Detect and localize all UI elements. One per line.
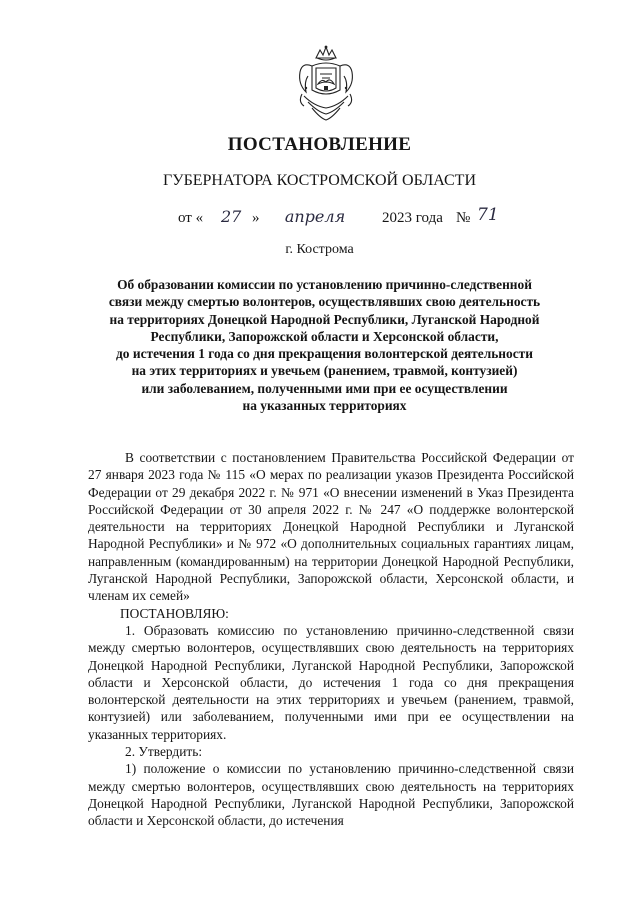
- document-title: ПОСТАНОВЛЕНИЕ: [227, 134, 412, 155]
- document-number-handwritten: 71: [477, 205, 499, 225]
- heading-line: или заболеванием, полученными ими при ее осуществлении: [141, 380, 508, 396]
- date-line: [178, 205, 499, 227]
- heading-line: на указанных территориях: [242, 398, 407, 414]
- coat-of-arms-icon: [294, 44, 358, 124]
- heading-line: связи между смертью волонтеров, осуществлявших свою деятельность: [108, 294, 541, 310]
- city: г. Кострома: [285, 242, 354, 257]
- date-month-handwritten: апреля: [284, 207, 346, 226]
- item-2-1-paragraph: 1) положение о комиссии по установлению причинно-следственной связи между смертью волонтеров, осуществлявших свою деятельность на территориях Донецкой Народной Республики, Луганской Народной Республики, Запорожской области и Херсонской области, до истечения: [88, 761, 574, 829]
- preamble-paragraph: В соответствии с постановлением Правительства Российской Федерации от 27 января 2023 года № 115 «О мерах по реализации указов Президента Российской Федерации от 29 декабря 2022 г. № 971 «О внесении изменений в Указ Президента Российской Федерации от 30 апреля 2022 г. № 247 «О поддержке волонтерской деятельности на территориях Донецкой Народной Республики и Луганской Народной Республики» и № 972 «О дополнительных социальных гарантиях лицам, направленным (командированным) на территории Донецкой Народной Республики, Луганской Народной Республики, Запорожской области, Херсонской области, и членам их семей»: [88, 450, 574, 604]
- issuing-authority: ГУБЕРНАТОРА КОСТРОМСКОЙ ОБЛАСТИ: [162, 172, 476, 189]
- date-prefix: от «: [178, 210, 204, 226]
- date-mid: »: [252, 210, 260, 226]
- decree-word: ПОСТАНОВЛЯЮ:: [120, 605, 229, 621]
- date-day-handwritten: 27: [221, 207, 242, 226]
- heading-line: до истечения 1 года со дня прекращения волонтерской деятельности: [116, 346, 533, 362]
- number-sign: №: [456, 210, 471, 226]
- heading-line: Об образовании комиссии по установлению причинно-следственной: [117, 277, 532, 292]
- heading-line: Республики, Запорожской области и Херсонской области,: [150, 328, 499, 344]
- heading-line: на этих территориях и увечьем (ранением, травмой, контузией): [131, 363, 518, 379]
- date-year: 2023 года: [382, 210, 443, 226]
- document-body: [88, 449, 574, 830]
- item-2-paragraph: 2. Утвердить:: [125, 744, 203, 760]
- document-heading: [72, 276, 577, 414]
- heading-line: на территориях Донецкой Народной Республики, Луганской Народной: [109, 311, 540, 327]
- item-1-paragraph: 1. Образовать комиссию по установлению причинно-следственной связи между смертью волонтеров, осуществлявших свою деятельность на территориях Донецкой Народной Республики, Луганской Народной Республики, Запорожской области и Херсонской области, до истечения 1 года со дня прекращения волонтерской деятельности на этих территориях и увечьем (ранением, травмой, контузией) или заболеванием, полученными ими при ее осуществлении на указанных территориях.: [88, 622, 574, 742]
